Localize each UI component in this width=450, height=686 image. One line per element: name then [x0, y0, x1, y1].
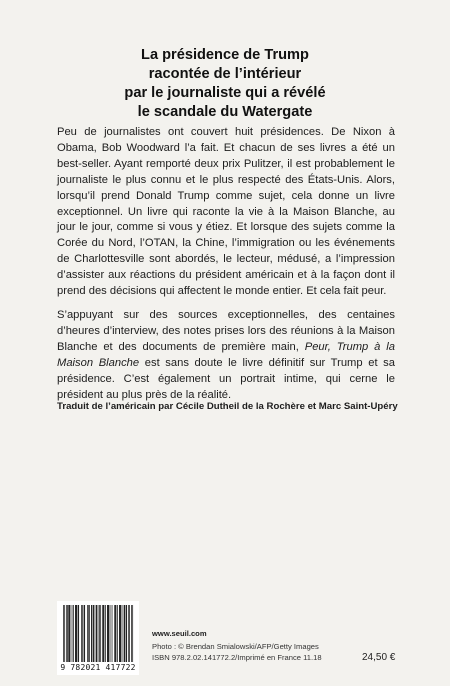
barcode-number: 9 782021 417722: [57, 663, 139, 673]
barcode-bar: [84, 605, 85, 662]
barcode-bar: [104, 605, 105, 662]
barcode-bar: [72, 605, 73, 662]
barcode-bar: [102, 605, 103, 662]
barcode-bar: [126, 605, 127, 662]
barcode-bar: [87, 605, 88, 662]
barcode-bar: [122, 605, 123, 662]
barcode-bar: [132, 605, 133, 662]
barcode-bar: [75, 605, 76, 662]
barcode-bars: [57, 601, 139, 663]
barcode-bar: [76, 605, 77, 662]
barcode-bar: [115, 605, 116, 662]
price: 24,50 €: [362, 652, 396, 663]
barcode-bar: [93, 605, 94, 662]
barcode-bar: [120, 605, 121, 662]
barcode-bar: [99, 605, 100, 662]
barcode-bar: [124, 605, 125, 662]
barcode-bar: [69, 605, 70, 662]
barcode-bar: [108, 605, 109, 662]
barcode-bar: [91, 605, 92, 662]
barcode-bar: [81, 605, 82, 662]
headline-line: racontée de l’intérieur: [148, 66, 302, 82]
blurb-paragraph-2: [57, 308, 395, 403]
barcode-bar: [84, 605, 85, 662]
barcode-bar: [94, 605, 95, 662]
photo-credit: Photo : © Brendan Smialowski/AFP/Getty Images: [152, 642, 319, 651]
barcode-bar: [103, 605, 104, 662]
barcode-bar: [117, 605, 118, 662]
barcode-bar: [78, 605, 79, 662]
barcode-bar: [88, 605, 89, 662]
book-title-italic: Peur, Trump à la Maison Blanche: [57, 340, 395, 369]
headline-line: le scandale du Watergate: [137, 104, 313, 120]
barcode-bar: [76, 605, 77, 662]
barcode-bar: [98, 605, 99, 662]
barcode-bar: [116, 605, 117, 662]
barcode-bar: [73, 605, 74, 662]
blurb-paragraph-2-end: est sans doute le livre définitif sur Trump et sa présidence. C’est également un portrait intime, qui cerne le président au plus près de la réalité.: [57, 356, 395, 401]
barcode-bar: [82, 605, 83, 662]
publisher-website: www.seuil.com: [152, 629, 207, 638]
barcode-bar: [112, 605, 113, 662]
barcode-bar: [124, 605, 125, 662]
isbn-line: ISBN 978.2.02.141772.2/Imprimé en France 11.18: [152, 653, 322, 662]
barcode-bar: [107, 605, 108, 662]
barcode-bar: [63, 605, 64, 662]
barcode-bar: [126, 605, 127, 662]
barcode-bar: [96, 605, 97, 662]
headline-line: par le journaliste qui a révélé: [124, 85, 326, 101]
barcode-bar: [92, 605, 93, 662]
barcode-bar: [78, 605, 79, 662]
barcode-bar: [105, 605, 106, 662]
barcode-bar: [66, 605, 67, 662]
barcode-bar: [129, 605, 130, 662]
barcode-bar: [128, 605, 129, 662]
barcode-bar: [64, 605, 65, 662]
barcode-bar: [100, 605, 101, 662]
headline-line: La présidence de Trump: [141, 47, 309, 63]
barcode-bar: [110, 605, 111, 662]
barcode-bar: [108, 605, 109, 662]
barcode-bar: [68, 605, 69, 662]
blurb-paragraph-1: Peu de journalistes ont couvert huit présidences. De Nixon à Obama, Bob Woodward l’a fait. Et chacun de ses livres a été un best-seller. Ayant remporté deux prix Pulitzer, il est probablement le journaliste le plus connu et le plus respecté des États-Unis. Alors, lorsqu’il prend Donald Trump comme sujet, cela donne un livre exceptionnel. Un livre qui raconte la vie à la Maison Blanche, au jour le jour, comme si vous y étiez. Et lorsque des sujets comme la Corée du Nord, l’OTAN, la Chine, l’immigration ou les événements de Charlottesville sont abordés, le lecteur, médusé, a l’impression d’assister aux réactions du président américain et à la façon dont il prend des décisions qui affectent le monde entier. Et cela fait peur.: [57, 126, 395, 298]
barcode-bar: [96, 605, 97, 662]
blurb-paragraph-2-start: S’appuyant sur des sources exceptionnelles, des centaines d’heures d’interview, des notes prises lors des réunions à la Maison Blanche et des documents de première main,: [57, 308, 395, 353]
barcode-bar: [131, 605, 132, 662]
translator-credit: Traduit de l’américain par Cécile Dutheil de la Rochère et Marc Saint-Upéry: [57, 401, 398, 412]
barcode-bar: [89, 605, 90, 662]
barcode-bar: [119, 605, 120, 662]
barcode-bar: [67, 605, 68, 662]
headline: [30, 46, 420, 122]
blurb: [57, 125, 395, 411]
barcode-bar: [70, 605, 71, 662]
barcode-bar: [120, 605, 121, 662]
barcode: [57, 601, 139, 675]
barcode-bar: [114, 605, 115, 662]
